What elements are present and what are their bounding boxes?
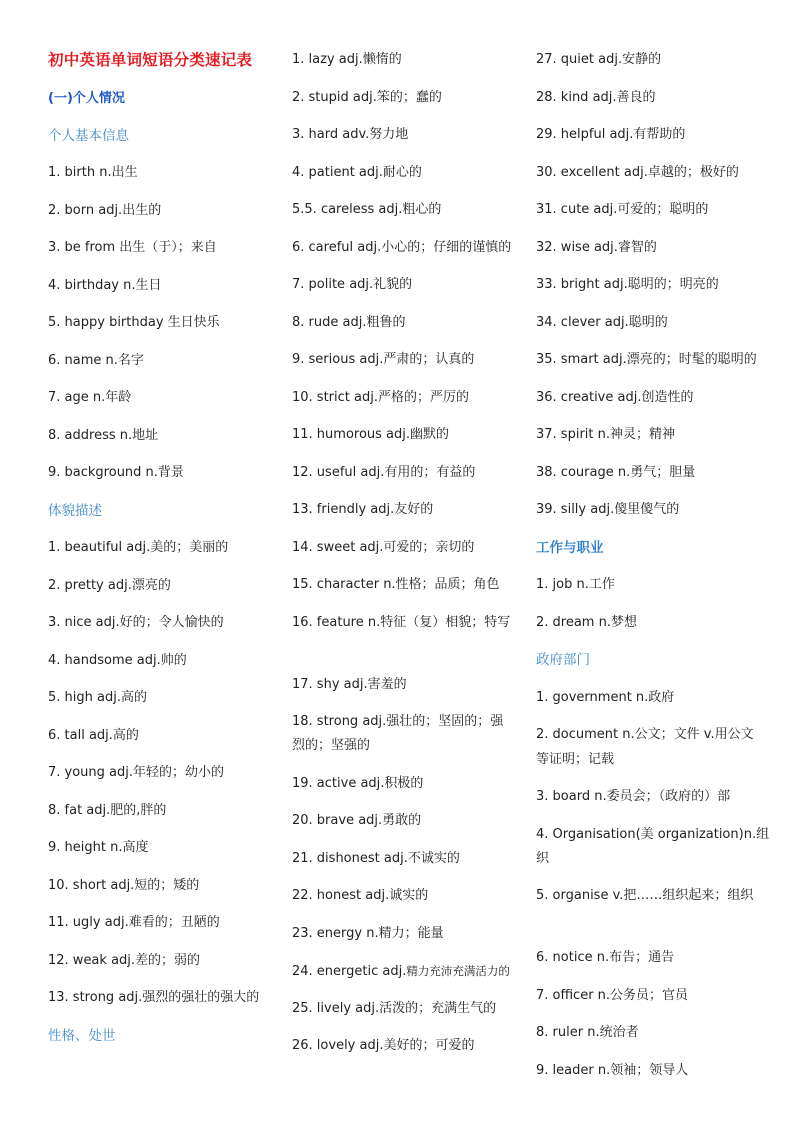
list-item: 9. height n.高度 [48,840,149,855]
list-item: 13. friendly adj.友好的 [292,502,434,517]
list-item: 19. active adj.积极的 [292,776,424,791]
list-item: 23. energy n.精力；能量 [292,926,444,941]
list-item: 1. birth n.出生 [48,165,138,180]
list-item: 27. quiet adj.安静的 [536,52,662,67]
list-item: 1. government n.政府 [536,690,675,705]
list-item: 5. high adj.高的 [48,690,147,705]
list-item: 2. stupid adj.笨的；蠢的 [292,90,442,105]
list-item: 8. fat adj.肥的,胖的 [48,803,167,818]
list-item: 25. lively adj.活泼的；充满生气的 [292,1001,497,1016]
list-item: 21. dishonest adj.不诚实的 [292,851,460,866]
list-item: 34. clever adj.聪明的 [536,315,668,330]
list-item: 12. weak adj.差的；弱的 [48,953,201,968]
list-item: 3. nice adj.好的；令人愉快的 [48,615,224,630]
list-item: 10. strict adj.严格的；严厉的 [292,390,469,405]
list-item: 11. humorous adj.幽默的 [292,427,450,442]
list-item: 15. character n.性格；品质；角色 [292,577,500,592]
list-item: 8. address n.地址 [48,428,159,443]
list-item: 9. background n.背景 [48,465,184,480]
list-item: 6. careful adj.小心的；仔细的谨慎的 [292,240,512,255]
list-item: 36. creative adj.创造性的 [536,390,694,405]
subheading-personality: 性格、处世 [48,1028,116,1044]
list-item: 4. birthday n.生日 [48,278,162,293]
list-item: 4. handsome adj.帅的 [48,653,187,668]
list-item: 26. lovely adj.美好的；可爱的 [292,1038,475,1053]
list-item: 12. useful adj.有用的；有益的 [292,465,476,480]
list-item-continuation: 烈的；坚强的 [292,738,371,753]
list-item: 22. honest adj.诚实的 [292,888,429,903]
list-item: 9. serious adj.严肃的；认真的 [292,352,475,367]
list-item: 2. pretty adj.漂亮的 [48,578,171,593]
list-item: 3. be from 出生（于）；来自 [48,240,217,255]
list-item-continuation: 织 [536,851,550,866]
list-item: 17. shy adj.害羞的 [292,677,407,692]
list-item: 7. young adj.年轻的；幼小的 [48,765,225,780]
list-item: 7. officer n.公务员；官员 [536,988,689,1003]
list-item: 16. feature n.特征（复）相貌；特写 [292,615,511,630]
list-item: 4. Organisation(美 organization)n.组 [536,827,770,842]
list-item: 3. hard adv.努力地 [292,127,409,142]
list-item: 7. age n.年龄 [48,390,132,405]
list-item: 39. silly adj.傻里傻气的 [536,502,680,517]
list-item: 4. patient adj.耐心的 [292,165,422,180]
list-item-definition: 精力充沛充满活力的 [406,964,510,978]
list-item: 2. dream n.梦想 [536,615,637,630]
list-item: 6. name n.名字 [48,353,144,368]
list-item: 10. short adj.短的；矮的 [48,878,200,893]
list-item: 18. strong adj.强壮的；坚固的；强 [292,714,504,729]
list-item: 6. notice n.布告；通告 [536,950,675,965]
list-item: 5. happy birthday 生日快乐 [48,315,220,330]
list-item: 37. spirit n.神灵；精神 [536,427,676,442]
list-item: 35. smart adj.漂亮的；时髦的聪明的 [536,352,757,367]
list-item: 31. cute adj.可爱的；聪明的 [536,202,709,217]
list-item: 8. ruler n.统治者 [536,1025,639,1040]
list-item: 1. job n.工作 [536,577,615,592]
list-item: 5. organise v.把……组织起来；组织 [536,888,754,903]
list-item [292,959,510,984]
section-heading-personal: (一)个人情况 [48,91,125,106]
list-item: 33. bright adj.聪明的；明亮的 [536,277,719,292]
list-item: 32. wise adj.睿智的 [536,240,657,255]
list-item: 30. excellent adj.卓越的；极好的 [536,165,739,180]
list-item: 11. ugly adj.难看的；丑陋的 [48,915,220,930]
list-item: 6. tall adj.高的 [48,728,139,743]
list-item: 5.5. careless adj.粗心的 [292,202,442,217]
list-item: 20. brave adj.勇敢的 [292,813,422,828]
list-item: 38. courage n.勇气；胆量 [536,465,696,480]
list-item-continuation: 等证明；记载 [536,752,615,767]
list-item: 29. helpful adj.有帮助的 [536,127,686,142]
section-heading-work: 工作与职业 [536,540,604,556]
list-item: 8. rude adj.粗鲁的 [292,315,406,330]
subheading-government: 政府部门 [536,652,590,668]
list-item: 9. leader n.领袖；领导人 [536,1063,689,1078]
list-item: 3. board n.委员会；（政府的）部 [536,789,731,804]
list-item: 2. document n.公文；文件 v.用公文 [536,727,754,742]
list-item: 28. kind adj.善良的 [536,90,656,105]
subheading-appearance: 体貌描述 [48,503,102,519]
list-item-word: 24. energetic adj. [292,964,407,979]
list-item: 14. sweet adj.可爱的；亲切的 [292,540,475,555]
list-item: 7. polite adj.礼貌的 [292,277,413,292]
document-title: 初中英语单词短语分类速记表 [48,50,253,69]
list-item: 1. beautiful adj.美的；美丽的 [48,540,229,555]
list-item: 13. strong adj.强烈的强壮的强大的 [48,990,260,1005]
list-item: 2. born adj.出生的 [48,203,162,218]
subheading-basic-info: 个人基本信息 [48,128,129,144]
list-item: 1. lazy adj.懒惰的 [292,52,402,67]
